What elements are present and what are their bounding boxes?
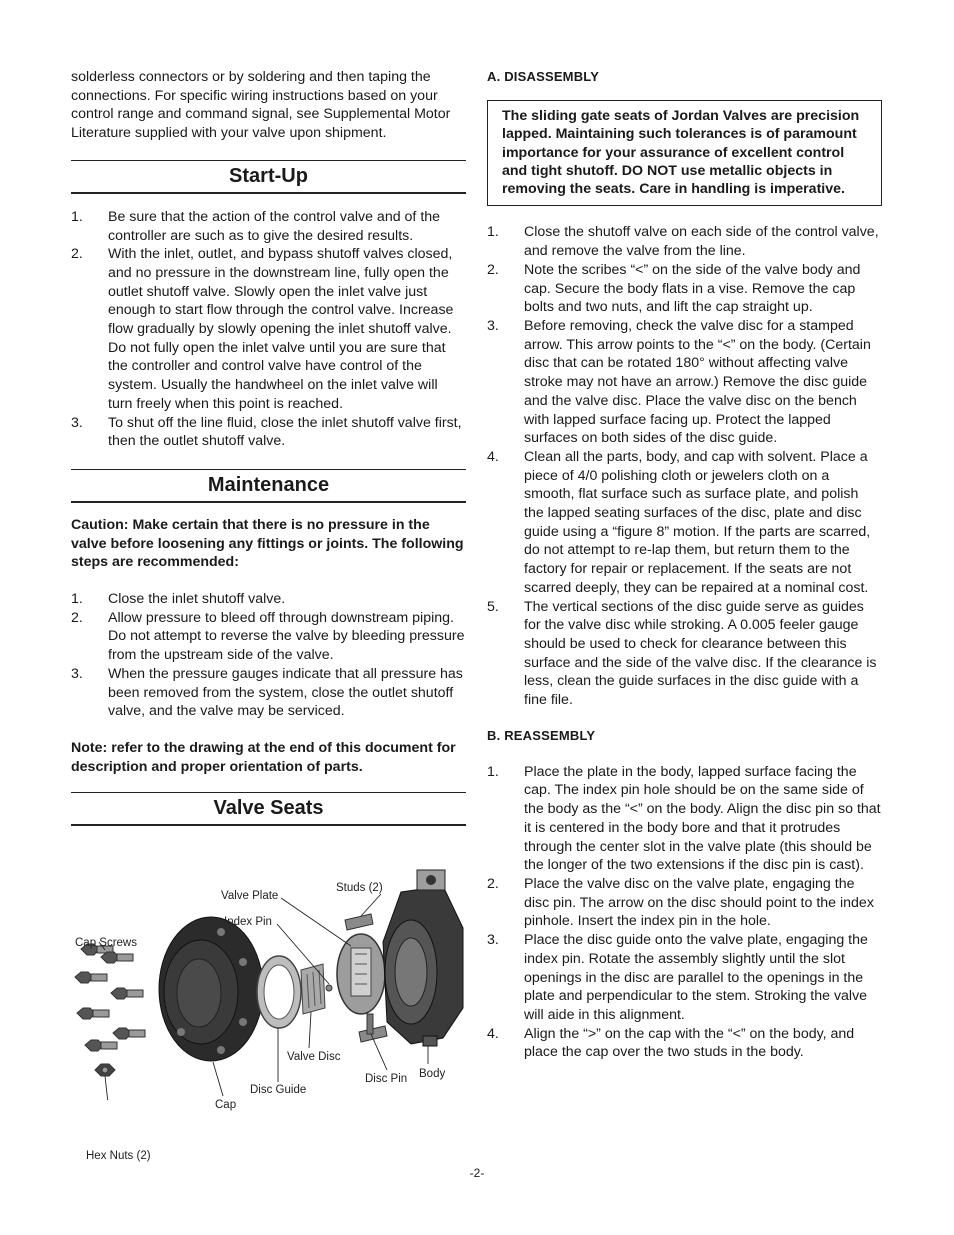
list-item: 1. Be sure that the action of the control valve and of the controller are such as to give the desired results.	[71, 208, 441, 244]
maintenance-heading: Maintenance	[71, 469, 466, 503]
list-item: 2. With the inlet, outlet, and bypass shutoff valves closed, and no pressure in the downstream line, fully open the outlet shutoff valve. Slowly open the inlet valve just enough to start flow through the control valve. Increase flow gradually by slowly opening the inlet shutoff valve. Do not fully open the inlet valve until you are sure that the controller and control valve have control of the system. Usually the handwheel on the inlet valve will turn freely when this point is reached.	[71, 246, 454, 412]
list-item: 1. Close the shutoff valve on each side of the control valve, and remove the valve from the line.	[487, 224, 879, 260]
list-item: 3. When the pressure gauges indicate that all pressure has been removed from the system, close the outlet shutoff valve, and the valve may be serviced.	[71, 665, 463, 720]
label-disc-guide: Disc Guide	[250, 1084, 307, 1097]
list-item: 1. Close the inlet shutoff valve.	[71, 591, 286, 608]
caution-paragraph: Caution: Make certain that there is no pressure in the valve before loosening any fittings or joints. The following steps are recommended:	[71, 516, 464, 571]
disc-pin-drawing	[367, 1014, 373, 1034]
disassembly-heading: A. DISASSEMBLY	[487, 69, 600, 84]
label-studs: Studs (2)	[336, 882, 383, 895]
cap-drawing	[159, 917, 263, 1061]
note-paragraph: Note: refer to the drawing at the end of this document for description and proper orientation of parts.	[71, 739, 456, 775]
label-hex-nuts: Hex Nuts (2)	[86, 1150, 151, 1162]
intro-paragraph: solderless connectors or by soldering and then taping the connections. For specific wiring instructions based on your control range and command signal, see Supplemental Motor Literature supplied with your valve upon shipment.	[71, 69, 451, 142]
list-item: 3. Before removing, check the valve disc for a stamped arrow. This arrow points to the “<” on the body. (Certain disc that can be rotated 180° without affecting valve stroke may not have an arrow.) Remove the disc guide and the valve disc. Place the valve disc on the bench with lapped surface facing up. Protect the lapped surfaces on both sides of the disc guide.	[487, 318, 871, 447]
list-item: 3. Place the disc guide onto the valve plate, engaging the index pin. Rotate the assembly slightly until the slot openings in the disc are parallel to the openings in the plate and perpendicular to the stem. Stroking the valve will aide in this alignment.	[487, 932, 868, 1023]
valve-disc-drawing	[301, 964, 325, 1014]
list-item: 2. Place the valve disc on the valve plate, engaging the disc pin. The arrow on the disc should point to the index pinhole. Insert the index pin in the hole.	[487, 875, 874, 930]
valve-parts-drawing	[71, 832, 466, 1100]
cap-screws-drawing	[75, 944, 145, 1076]
page-number: -2-	[469, 1166, 485, 1180]
reassembly-steps	[487, 763, 882, 1062]
list-item: 2. Note the scribes “<” on the side of the valve body and cap. Secure the body flats in a vise. Remove the cap bolts and two nuts, and lift the cap straight up.	[487, 261, 861, 316]
list-item: 4. Clean all the parts, body, and cap with solvent. Place a piece of 4/0 polishing cloth or jewelers cloth on a smooth, flat surface such as surface plate, and polish the lapped seating surfaces of the disc, plate and disc guide using a “figure 8” motion. If the parts are scarred, do not attempt to re-lap them, but return them to the factory for repair or replacement. If the seats are not scarred deeply, they can be repaired at a nominal cost.	[487, 448, 871, 596]
disc-guide-drawing	[257, 956, 301, 1028]
startup-steps	[71, 208, 466, 451]
list-item: 1. Place the plate in the body, lapped surface facing the cap. The index pin hole should be on the same side of the body as the “<” on the body. Align the disc pin so that it is centered in the body bore and that it protrudes through the center slot in the valve plate (this should be the longer of the two extensions if the disc pin is cast).	[487, 763, 881, 874]
label-valve-disc: Valve Disc	[287, 1051, 341, 1064]
exploded-valve-figure	[71, 832, 466, 1112]
valve-plate-drawing	[337, 934, 385, 1014]
left-column	[71, 68, 466, 1112]
list-item: 4. Align the “>” on the cap with the “<” on the body, and place the cap over the two studs in the body.	[487, 1025, 855, 1061]
list-item: 3. To shut off the line fluid, close the inlet shutoff valve first, then the outlet shutoff valve.	[71, 414, 462, 450]
label-disc-pin: Disc Pin	[365, 1073, 408, 1086]
warning-box: The sliding gate seats of Jordan Valves are precision lapped. Maintaining such tolerances is of paramount importance for your assurance of excellent control and tight shutoff. DO NOT use metallic objects in removing the seats. Care in handling is imperative.	[487, 100, 882, 206]
right-column	[487, 68, 882, 1062]
maintenance-steps	[71, 590, 466, 721]
label-index-pin: Index Pin	[224, 916, 272, 929]
label-cap-screws: Cap Screws	[75, 937, 137, 950]
list-item: 2. Allow pressure to bleed off through downstream piping. Do not attempt to reverse the valve by bleeding pressure from the upstream side of the valve.	[71, 609, 465, 664]
label-cap: Cap	[215, 1099, 237, 1112]
list-item: 5. The vertical sections of the disc guide serve as guides for the valve disc while stroking. A 0.005 feeler gauge should be used to check for clearance between this surface and the side of the valve disc. If the clearance is less, clean the guide surfaces in the disc guide with a fine file.	[487, 598, 877, 709]
body-drawing	[383, 870, 463, 1046]
startup-heading: Start-Up	[71, 160, 466, 194]
reassembly-heading: B. REASSEMBLY	[487, 727, 596, 743]
valve-seats-heading: Valve Seats	[71, 792, 466, 826]
label-body: Body	[419, 1068, 446, 1081]
label-valve-plate: Valve Plate	[221, 890, 279, 903]
index-pin-drawing	[326, 985, 332, 991]
disassembly-steps	[487, 223, 882, 709]
